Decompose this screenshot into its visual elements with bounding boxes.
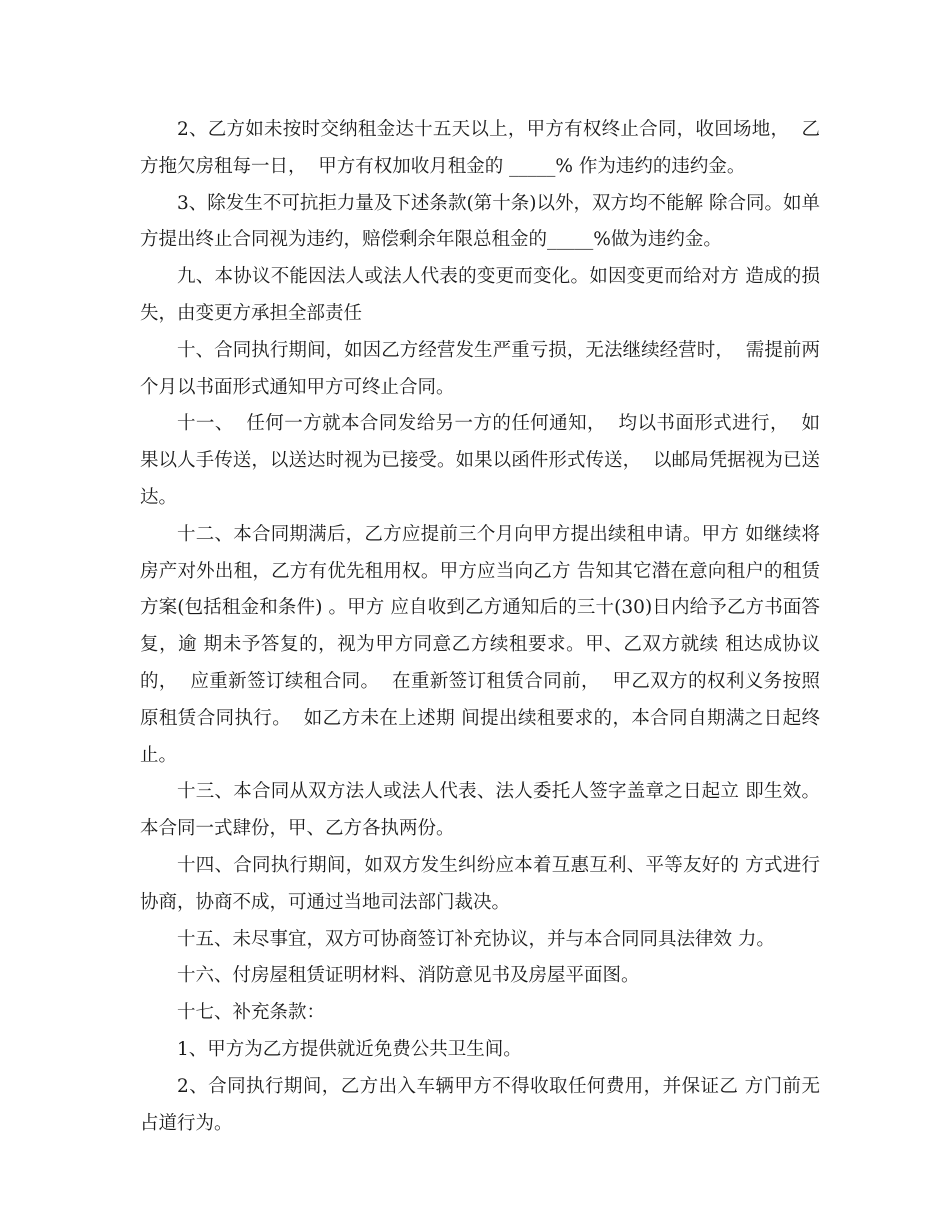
clause-15-supplementary-agreement: 十五、未尽事宜，双方可协商签订补充协议，并与本合同同具法律效 力。	[177, 928, 775, 950]
clause-8-2-late-rent: 2、乙方如未按时交纳租金达十五天以上，甲方有权终止合同，收回场地， 乙方拖欠房租每一日， 甲方有权加收月租金的 _____% 作为违约的违约金。	[140, 119, 820, 177]
clause-8-3-termination: 3、除发生不可抗拒力量及下述条款(第十条)以外，双方均不能解 除合同。如单方提出终止合同视为违约，赔偿剩余年限总租金的_____%做为违约金。	[140, 192, 820, 251]
document-body	[140, 112, 820, 1142]
clause-16-attachments: 十六、付房屋租赁证明材料、消防意见书及房屋平面图。	[177, 965, 640, 987]
clause-10-early-termination: 十、合同执行期间，如因乙方经营发生严重亏损，无法继续经营时， 需提前两个月以书面形式通知甲方可终止合同。	[140, 339, 820, 398]
clause-11-notices: 十一、 任何一方就本合同发给另一方的任何通知， 均以书面形式进行， 如果以人手传送，以送达时视为已接受。如果以函件形式传送， 以邮局凭据视为已送达。	[140, 413, 820, 508]
clause-13-effectiveness: 十三、本合同从双方法人或法人代表、法人委托人签字盖章之日起立 即生效。本合同一式肆份，甲、乙方各执两份。	[140, 781, 820, 840]
clause-17-1-restroom: 1、甲方为乙方提供就近免费公共卫生间。	[177, 1038, 522, 1060]
clause-17-heading: 十七、补充条款：	[177, 1002, 326, 1024]
clause-12-renewal: 十二、本合同期满后，乙方应提前三个月向甲方提出续租申请。甲方 如继续将房产对外出租，乙方有优先租用权。甲方应当向乙方 告知其它潜在意向租户的租赁方案(包括租金和条件) 。甲方 应自收到乙方通知后的三十(30)日内给予乙方书面答复，逾 期未予答复的，视为甲方同意乙方续租要求。甲、乙双方就续 租达成协议的， 应重新签订续租合同。 在重新签订租赁合同前， 甲乙双方的权利义务按照原租赁合同执行。 如乙方未在上述期 间提出续租要求的，本合同自期满之日起终止。	[140, 523, 820, 766]
clause-17-2-vehicles: 2、合同执行期间，乙方出入车辆甲方不得收取任何费用，并保证乙 方门前无占道行为。	[140, 1075, 820, 1134]
clause-14-disputes: 十四、合同执行期间，如双方发生纠纷应本着互惠互利、平等友好的 方式进行协商，协商不成，可通过当地司法部门裁决。	[140, 854, 820, 913]
clause-9-representative-change: 九、本协议不能因法人或法人代表的变更而变化。如因变更而给对方 造成的损失，由变更方承担全部责任	[140, 266, 820, 324]
